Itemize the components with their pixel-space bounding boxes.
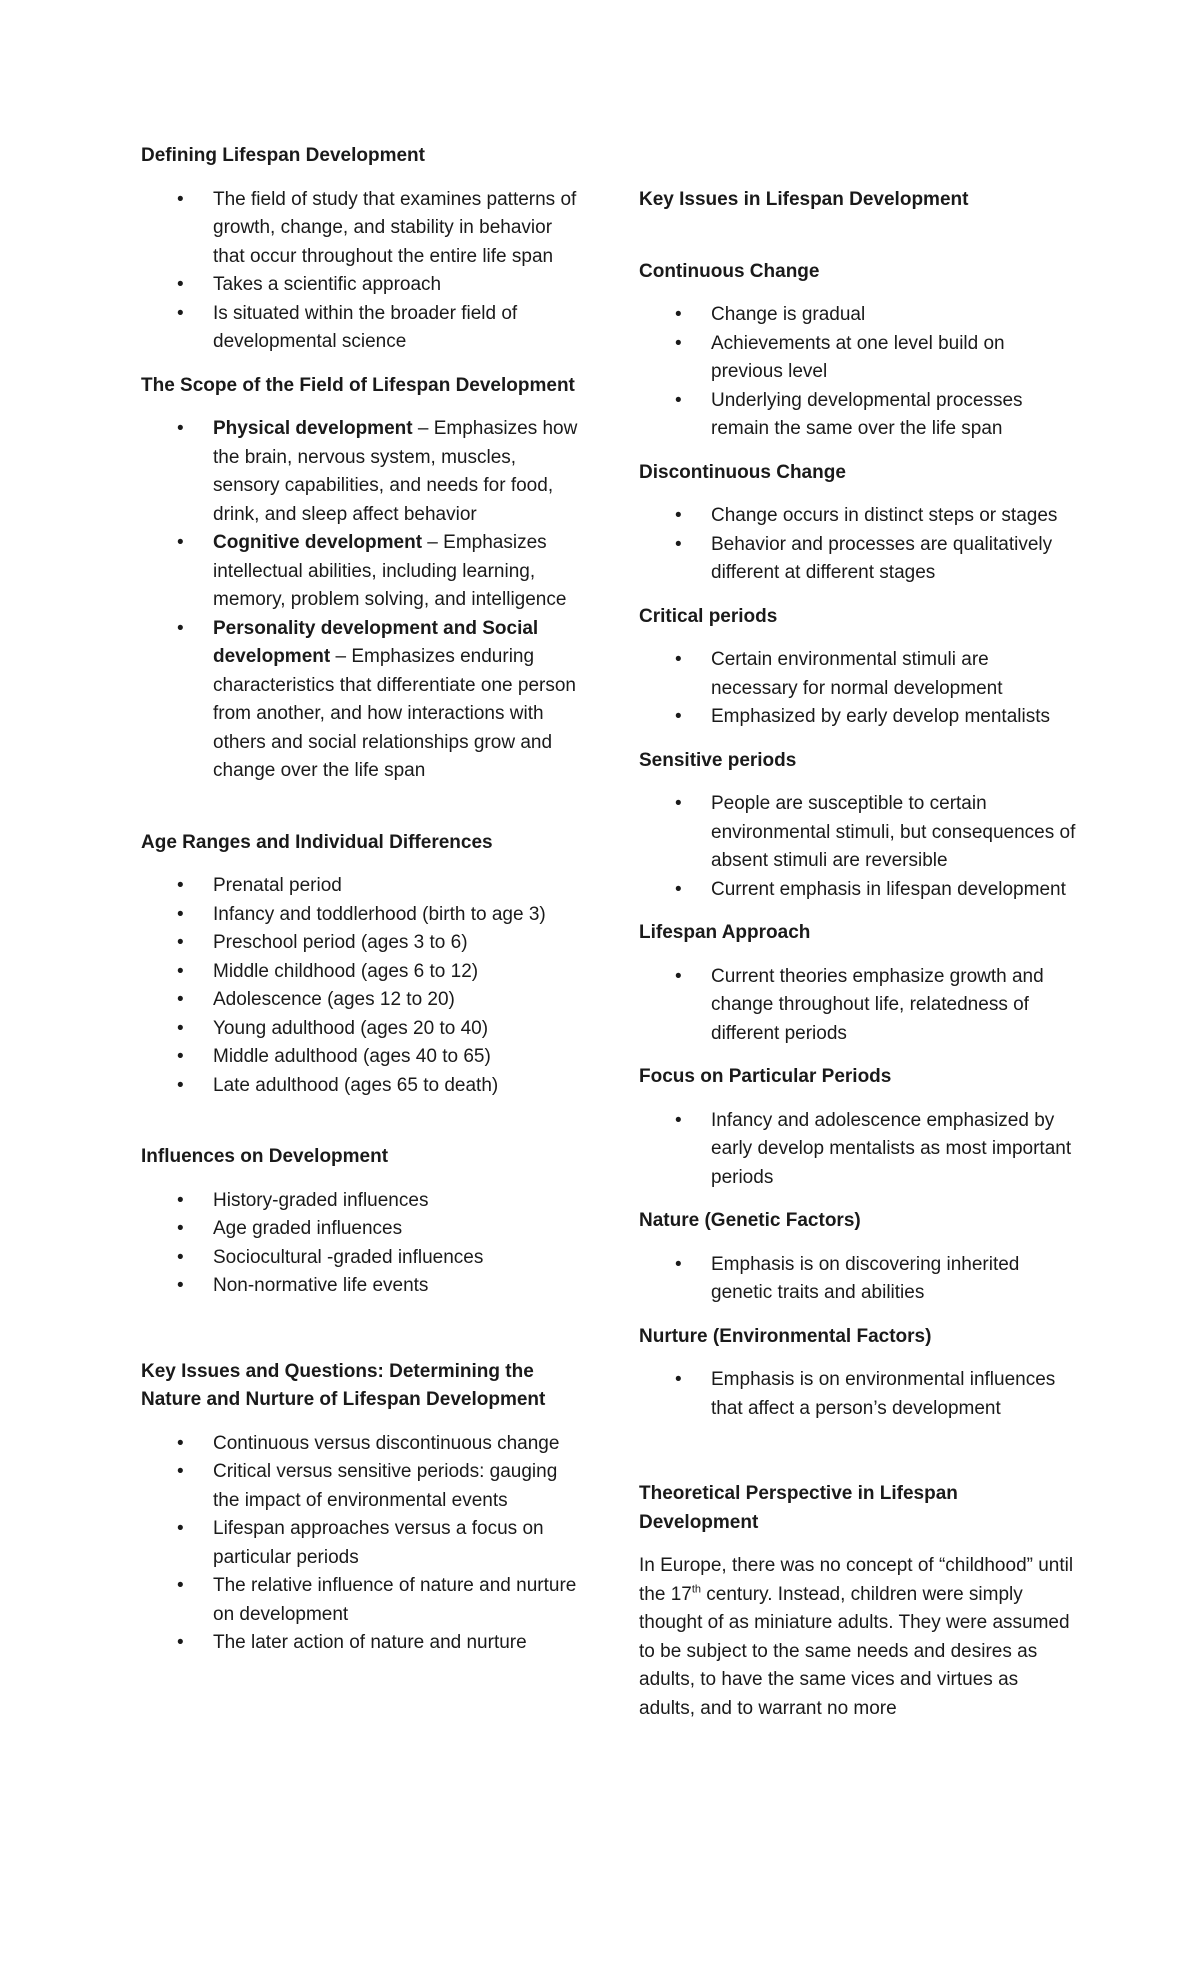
list-item: • Young adulthood (ages 20 to 40) — [141, 1015, 581, 1044]
list-item: • Achievements at one level build on previous level — [639, 330, 1079, 387]
left-column — [141, 142, 581, 1673]
list-item: • Infancy and toddlerhood (birth to age 3) — [141, 901, 581, 930]
section-heading: Sensitive periods — [639, 749, 797, 771]
list-item: • Change occurs in distinct steps or stages — [639, 502, 1079, 531]
spacer — [639, 1438, 1079, 1480]
bullet-list — [141, 1187, 581, 1301]
list-item: • Emphasis is on environmental influences that affect a person’s development — [639, 1366, 1079, 1423]
term-label: Personality development and Social development — [213, 617, 539, 667]
list-item: • The field of study that examines patterns of growth, change, and stability in behavior that occur throughout the entire life span — [141, 186, 581, 272]
list-item: • Change is gradual — [639, 301, 1079, 330]
list-item: • Age graded influences — [141, 1215, 581, 1244]
term-description: – Emphasizes enduring characteristics that differentiate one person from another, and how interactions with others and social relationships grow and change over the life span — [213, 646, 576, 781]
spacer — [639, 230, 1079, 258]
section-heading: Defining Lifespan Development — [141, 145, 425, 166]
ordinal-superscript: th — [691, 1583, 702, 1596]
section-heading: Influences on Development — [141, 1146, 389, 1167]
list-item: • Middle childhood (ages 6 to 12) — [141, 958, 581, 987]
section-heading: The Scope of the Field of Lifespan Development — [141, 374, 575, 396]
list-item: • Takes a scientific approach — [141, 271, 581, 300]
bullet-list — [639, 1107, 1079, 1193]
list-item: • The relative influence of nature and nurture on development — [141, 1572, 581, 1629]
page-section-title: Key Issues in Lifespan Development — [639, 189, 969, 210]
section-heading: Focus on Particular Periods — [639, 1066, 892, 1087]
list-item: • Preschool period (ages 3 to 6) — [141, 929, 581, 958]
right-column — [639, 186, 1079, 1723]
list-item: • Late adulthood (ages 65 to death) — [141, 1072, 581, 1101]
list-item: • Critical versus sensitive periods: gauging the impact of environmental events — [141, 1458, 581, 1515]
spacer — [141, 1316, 581, 1358]
list-item: • The later action of nature and nurture — [141, 1629, 581, 1658]
list-item: • Is situated within the broader field of developmental science — [141, 300, 581, 357]
paragraph-text: In Europe, there was no concept of “childhood” until the 17 — [639, 1555, 1074, 1605]
list-item: • Non-normative life events — [141, 1272, 581, 1301]
paragraph-text: century. Instead, children were simply thought of as miniature adults. They were assumed to be subject to the same needs and desires as adults, to have the same vices and virtues as adults, and to warrant no more — [639, 1583, 1070, 1719]
list-item — [141, 615, 581, 786]
bullet-list — [639, 963, 1079, 1049]
term-description: – Emphasizes how the brain, nervous system, muscles, sensory capabilities, and needs for food, drink, and sleep affect behavior — [213, 418, 578, 525]
section-heading: Discontinuous Change — [639, 461, 846, 483]
list-item: • People are susceptible to certain environmental stimuli, but consequences of absent stimuli are reversible — [639, 790, 1079, 876]
list-item — [141, 529, 581, 615]
section-heading: Nature (Genetic Factors) — [639, 1210, 861, 1231]
bullet-list — [141, 186, 581, 357]
list-item: • Current theories emphasize growth and change throughout life, relatedness of different periods — [639, 963, 1079, 1049]
section-heading: Continuous Change — [639, 260, 820, 282]
section-heading: Lifespan Approach — [639, 922, 811, 943]
bullet-list — [141, 872, 581, 1100]
list-item: • Adolescence (ages 12 to 20) — [141, 986, 581, 1015]
section-heading: Critical periods — [639, 605, 778, 627]
term-description: – Emphasizes intellectual abilities, including learning, memory, problem solving, and intelligence — [213, 532, 567, 610]
bullet-list — [639, 301, 1079, 444]
list-item: • Sociocultural -graded influences — [141, 1244, 581, 1273]
bullet-list — [639, 502, 1079, 588]
list-item: • Underlying developmental processes remain the same over the life span — [639, 387, 1079, 444]
section-heading: Age Ranges and Individual Differences — [141, 831, 493, 853]
term-label: Physical development — [213, 418, 413, 439]
list-item — [141, 415, 581, 529]
list-item: • Infancy and adolescence emphasized by early develop mentalists as most important periods — [639, 1107, 1079, 1193]
list-item: • Emphasized by early develop mentalists — [639, 703, 1079, 732]
bullet-list — [141, 1430, 581, 1658]
list-item: • Certain environmental stimuli are necessary for normal development — [639, 646, 1079, 703]
list-item: • Behavior and processes are qualitatively different at different stages — [639, 531, 1079, 588]
list-item: • Current emphasis in lifespan development — [639, 876, 1079, 905]
list-item: • Middle adulthood (ages 40 to 65) — [141, 1043, 581, 1072]
bullet-list — [639, 790, 1079, 904]
list-item: • Emphasis is on discovering inherited genetic traits and abilities — [639, 1251, 1079, 1308]
list-item: • Continuous versus discontinuous change — [141, 1430, 581, 1459]
spacer — [141, 801, 581, 829]
bullet-list — [639, 1366, 1079, 1423]
bullet-list — [639, 1251, 1079, 1308]
list-item: • History-graded influences — [141, 1187, 581, 1216]
section-heading: Key Issues and Questions: Determining the Nature and Nurture of Lifespan Development — [141, 1360, 546, 1410]
bullet-list — [639, 646, 1079, 732]
section-heading: Nurture (Environmental Factors) — [639, 1325, 932, 1347]
list-item: • Lifespan approaches versus a focus on particular periods — [141, 1515, 581, 1572]
list-item: • Prenatal period — [141, 872, 581, 901]
body-paragraph — [639, 1552, 1079, 1723]
spacer — [141, 1115, 581, 1143]
term-label: Cognitive development — [213, 532, 423, 553]
section-heading: Theoretical Perspective in Lifespan Development — [639, 1483, 958, 1533]
bullet-list — [141, 415, 581, 786]
